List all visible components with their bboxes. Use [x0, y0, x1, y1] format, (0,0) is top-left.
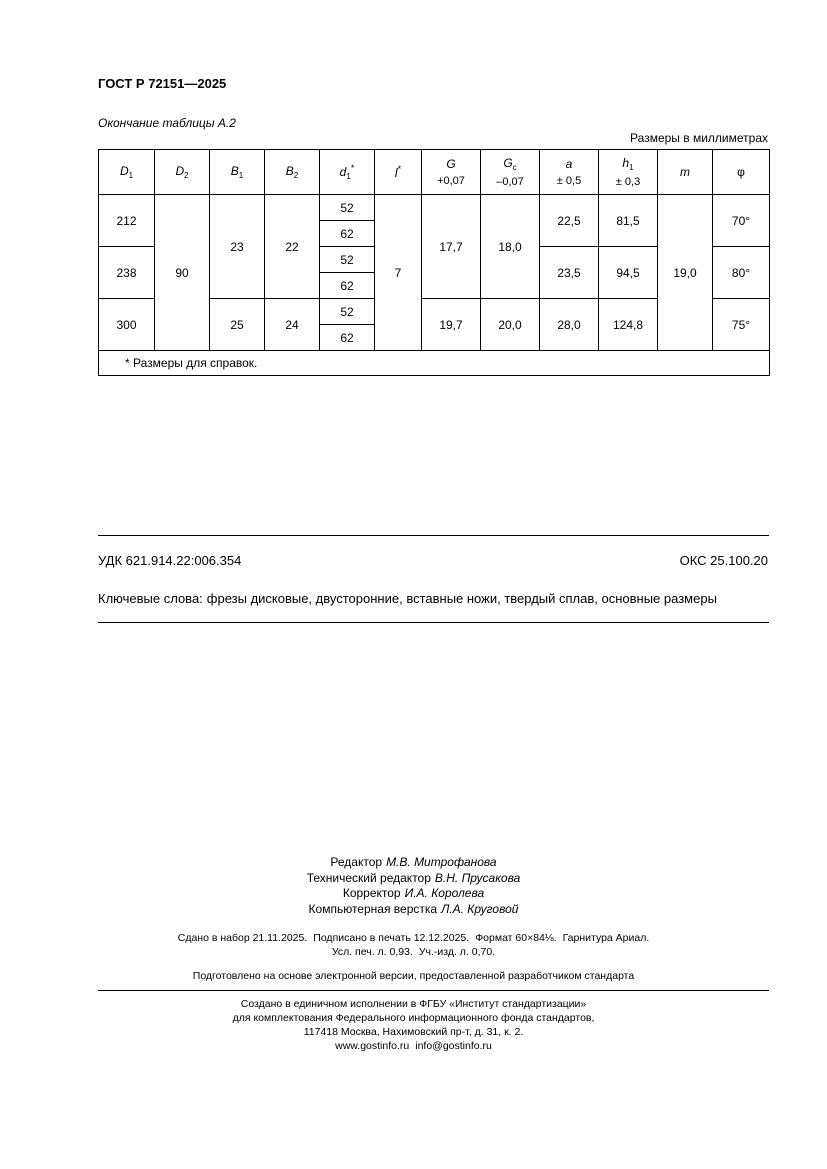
column-header — [99, 150, 155, 195]
column-symbol: B — [285, 164, 294, 178]
keywords-label: Ключевые слова: — [98, 591, 203, 606]
column-header — [540, 150, 599, 195]
credit-name: М.В. Митрофанова — [386, 855, 497, 869]
keywords-text: фрезы дисковые, двусторонние, вставные ножи, твердый сплав, основные размеры — [206, 591, 717, 606]
cell-b2: 24 — [265, 299, 320, 351]
cell-a: 23,5 — [540, 247, 599, 299]
credit-name: И.А. Королева — [404, 886, 485, 900]
cell-a: 28,0 — [540, 299, 599, 351]
website-link[interactable]: www.gostinfo.ru — [335, 1040, 410, 1052]
column-header — [599, 150, 658, 195]
column-header — [265, 150, 320, 195]
column-header — [658, 150, 713, 195]
cell-small-d1: 52 — [320, 247, 375, 273]
credit-role: Технический редактор — [306, 870, 431, 885]
credit-line — [0, 886, 827, 902]
cell-phi: 70° — [713, 195, 770, 247]
divider — [98, 622, 769, 623]
dimensions-table — [98, 149, 770, 376]
divider — [98, 990, 769, 991]
column-subscript: 2 — [184, 171, 189, 180]
column-symbol: D — [119, 164, 129, 178]
column-header — [155, 150, 210, 195]
cell-small-d1: 52 — [320, 195, 375, 221]
credit-role: Редактор — [330, 855, 383, 869]
column-symbol: G — [446, 157, 456, 171]
cell-h1: 124,8 — [599, 299, 658, 351]
cell-g: 17,7 — [422, 195, 481, 299]
udk-code: УДК 621.914.22:006.354 — [98, 553, 242, 568]
document-number: ГОСТ Р 72151—2025 — [98, 76, 227, 91]
cell-g: 19,7 — [422, 299, 481, 351]
table-footnote: * Размеры для справок. — [99, 351, 770, 376]
cell-d1: 212 — [99, 195, 155, 247]
cell-small-d1: 62 — [320, 221, 375, 247]
column-tolerance: ± 0,3 — [615, 176, 641, 188]
credit-role: Компьютерная верстка — [308, 901, 438, 916]
column-header — [481, 150, 540, 195]
cell-gc: 18,0 — [481, 195, 540, 299]
submitted-date: Сдано в набор 21.11.2025. — [177, 932, 308, 944]
cell-b2: 22 — [265, 195, 320, 299]
cell-m: 19,0 — [658, 195, 713, 351]
credit-name: В.Н. Прусакова — [434, 870, 521, 885]
column-symbol: l — [394, 166, 398, 180]
keywords — [98, 591, 717, 606]
column-subscript: 2 — [293, 171, 299, 180]
column-subscript: 1 — [629, 163, 634, 172]
column-tolerance: –0,07 — [496, 176, 524, 188]
table-footnote-row — [99, 351, 770, 376]
table-units-note: Размеры в миллиметрах — [630, 131, 768, 145]
column-subscript: c — [512, 163, 517, 172]
column-header — [320, 150, 375, 195]
cell-b1: 23 — [210, 195, 265, 299]
production-line: Создано в единичном исполнении в ФГБУ «Институт стандартизации» — [240, 998, 587, 1010]
cell-d2: 90 — [155, 195, 210, 351]
prepared-note: Подготовлено на основе электронной версии, предоставленной разработчиком стандарта — [192, 970, 635, 982]
column-asterisk: * — [397, 164, 402, 174]
table-header-row — [99, 150, 770, 195]
table-continuation-caption: Окончание таблицы А.2 — [98, 116, 236, 130]
cell-d1: 300 — [99, 299, 155, 351]
credit-line — [0, 855, 827, 871]
credits-block — [0, 855, 827, 917]
column-symbol: d — [339, 165, 347, 179]
cell-small-d1: 62 — [320, 273, 375, 299]
print-sheets: Усл. печ. л. 0,93. — [331, 946, 413, 958]
column-subscript: 1 — [238, 171, 244, 180]
divider — [98, 535, 769, 536]
cell-small-d1: 62 — [320, 325, 375, 351]
publishing-info — [0, 931, 827, 959]
column-symbol: D — [175, 164, 185, 178]
cell-d1: 238 — [99, 247, 155, 299]
signed-date: Подписано в печать 12.12.2025. — [313, 932, 470, 944]
column-header — [713, 150, 770, 195]
cell-l: 7 — [375, 195, 422, 351]
cell-b1: 25 — [210, 299, 265, 351]
column-symbol: h — [622, 156, 630, 170]
column-header — [210, 150, 265, 195]
column-subscript: 1 — [346, 172, 351, 181]
column-symbol: a — [565, 157, 573, 171]
cell-gc: 20,0 — [481, 299, 540, 351]
cell-a: 22,5 — [540, 195, 599, 247]
cell-small-d1: 52 — [320, 299, 375, 325]
credit-line — [0, 871, 827, 887]
column-symbol: B — [230, 164, 239, 178]
credit-line — [0, 902, 827, 918]
column-symbol: m — [680, 165, 690, 179]
production-line: для комплектования Федерального информационного фонда стандартов, — [232, 1012, 595, 1024]
column-tolerance: +0,07 — [437, 175, 465, 187]
paper-format: Формат 60×84⅛. — [475, 932, 557, 944]
pub-sheets: Уч.-изд. л. 0,70. — [418, 946, 496, 958]
credit-name: Л.А. Круговой — [441, 901, 519, 916]
cell-phi: 75° — [713, 299, 770, 351]
cell-h1: 81,5 — [599, 195, 658, 247]
production-address: 117418 Москва, Нахимовский пр-т, д. 31, к. 2. — [303, 1026, 524, 1038]
table-row — [99, 195, 770, 221]
production-info — [0, 997, 827, 1053]
cell-h1: 94,5 — [599, 247, 658, 299]
credit-role: Корректор — [342, 886, 401, 900]
email-link[interactable]: info@gostinfo.ru — [415, 1040, 492, 1052]
oks-code: ОКС 25.100.20 — [679, 553, 768, 568]
column-tolerance: ± 0,5 — [556, 175, 582, 187]
cell-phi: 80° — [713, 247, 770, 299]
column-asterisk: * — [350, 163, 355, 173]
column-header — [422, 150, 481, 195]
column-symbol: φ — [737, 165, 745, 179]
typeface: Гарнитура Ариал. — [562, 932, 650, 944]
column-symbol: G — [503, 156, 513, 170]
column-subscript: 1 — [128, 171, 134, 180]
column-header — [375, 150, 422, 195]
